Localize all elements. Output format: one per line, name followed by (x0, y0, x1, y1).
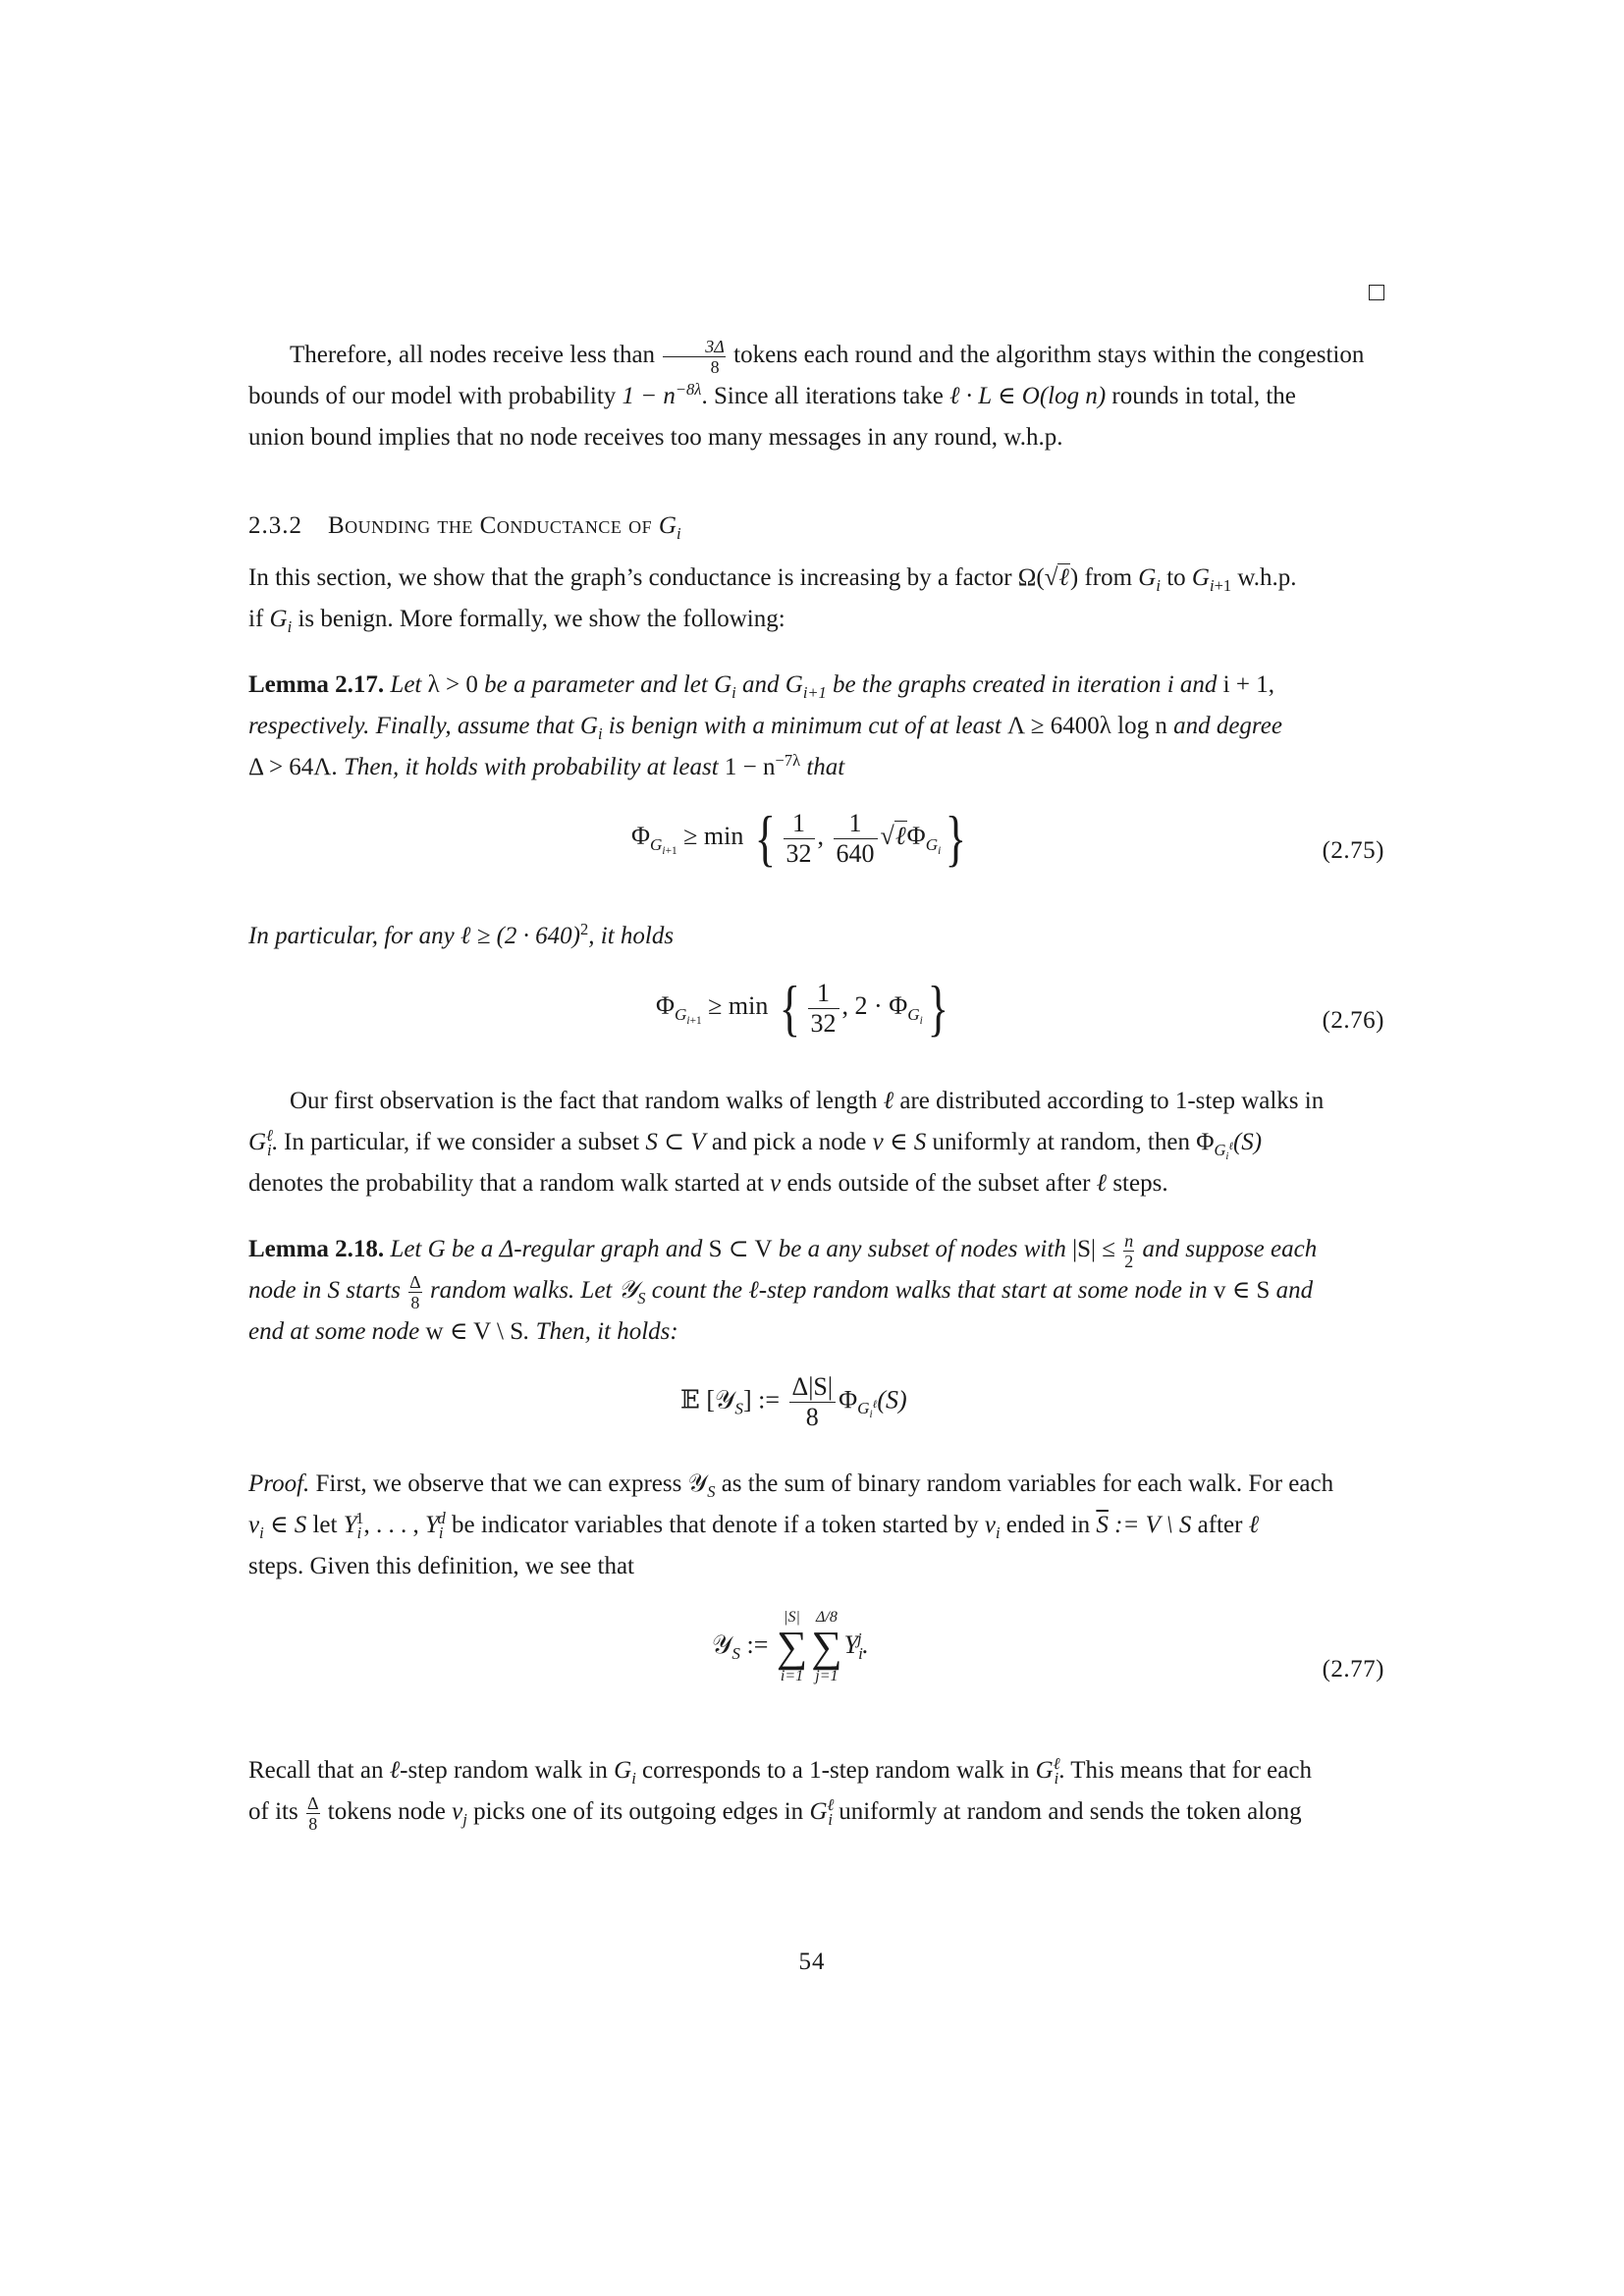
summation-j: Δ/8 ∑ j=1 (811, 1609, 842, 1684)
section-number: 2.3.2 (248, 512, 302, 539)
equation-number: (2.75) (1322, 837, 1384, 864)
lemma-label: Lemma 2.17. (248, 671, 385, 698)
paragraph-recall: Recall that an ℓ-step random walk in $G_i$ corresponds to a 1-step random walk in $G^\ell_i$. This means that for each of its $\frac{\Delta}{8}$ tokens node $v_j$ picks one of its outgoing edges in $G^\ell_i$ uniformly at random and sends the token along (248, 1753, 1312, 1834)
lemma-2-17: Lemma 2.17. Let λ > 0 be a parameter and let $G_i$ and $G_{i+1}$ be the graphs created in iteration i and i + 1, respectively. Finally, assume that $G_i$ is benign with a minimum cut of at least Λ ≥ 6400λ log n and degree Δ > 64Λ. Then, it holds with probability at least $1 - n^{-7\lambda}$ that (248, 671, 1282, 780)
summation-i: |S| ∑ i=1 (776, 1609, 808, 1684)
lemma-2-18: Lemma 2.18. Let G be a Δ-regular graph and S ⊂ V be a any subset of nodes with |S| ≤ $\frac{n}{2}$ and suppose each node in S starts $\frac{\Delta}{8}$ random walks. Let 𝒴$_S$ count the ℓ-step random walks that start at some node in v ∈ S and end at some node w ∈ V \ S. Then, it holds: (248, 1230, 1318, 1345)
left-brace: { (779, 973, 800, 1042)
section-heading: 2.3.2 Bounding the Conductance of $G_i$ (248, 512, 681, 543)
equation-number: (2.76) (1322, 1007, 1384, 1034)
equation-number: (2.77) (1322, 1656, 1384, 1682)
paragraph-intro: In this section, we show that the graph’s conductance is increasing by a factor Ω(√ℓ) from $G_i$ to $G_{i+1}$ w.h.p. if $G_i$ is benign. More formally, we show the following: (248, 564, 1297, 636)
qed-square-icon (1369, 285, 1384, 300)
equation-2-76: $\Phi_{G_{i+1}} \ge \min$ { $\frac{1}{32}$ , $2 \cdot \Phi_{G_i}$} (2.76) (656, 973, 1384, 1042)
right-brace: } (945, 803, 967, 873)
paragraph-congestion: Therefore, all nodes receive less than $\frac{3\Delta}{8}$ tokens each round and the algorithm stays within the congestion bounds of our model with probability $1 - n^{-8\lambda}$. Since all iterations take ℓ · L ∈ O(log n) rounds in total, the union bound implies that no node receives too many messages in any round, w.h.p. (248, 336, 1365, 451)
left-brace: { (754, 803, 776, 873)
proof-paragraph: Proof. First, we observe that we can express 𝒴$_S$ as the sum of binary random variables for each walk. For each $v_i$ ∈ S let $Y_i^1$, . . . , $Y_i^d$ be indicator variables that denote if a token started by $v_i$ ended in $\overline{S}$ := V \ S after ℓ steps. Given this definition, we see that (248, 1470, 1334, 1579)
page-number: 54 (798, 1949, 826, 1975)
proof-label: Proof. (248, 1470, 310, 1497)
paragraph-observation: Our first observation is the fact that random walks of length ℓ are distributed according to 1-step walks in $G^\ell_i$. In particular, if we consider a subset S ⊂ V and pick a node v ∈ S uniformly at random, then $\Phi_{G_i^\ell}(S)$ denotes the probability that a random walk started at v ends outside of the subset after ℓ steps. (248, 1088, 1325, 1197)
fraction-3delta-8: $\frac{3\Delta}{8}$ (663, 338, 726, 376)
equation-expectation: 𝔼 [𝒴$_S$] := $\frac{\Delta|S|}{8}$ $\Phi_{G_i^\ell}(S)$ (680, 1372, 907, 1431)
in-particular-line: In particular, for any ℓ ≥ $(2 \cdot 640)^2$, it holds (248, 919, 675, 949)
lemma-label: Lemma 2.18. (248, 1236, 385, 1262)
equation-2-77: 𝒴$_S$ := |S| ∑ i=1 Δ/8 ∑ j=1 $Y_i^j$. (2.77) (248, 1610, 1384, 1718)
equation-2-75: $\Phi_{G_{i+1}} \ge \min$ { $\frac{1}{32}$ , $\frac{1}{640}$ √ℓΦ$_{G_i}$} (2.75) (631, 803, 1384, 873)
section-title: Bounding the Conductance of (328, 512, 659, 539)
right-brace: } (927, 973, 948, 1042)
